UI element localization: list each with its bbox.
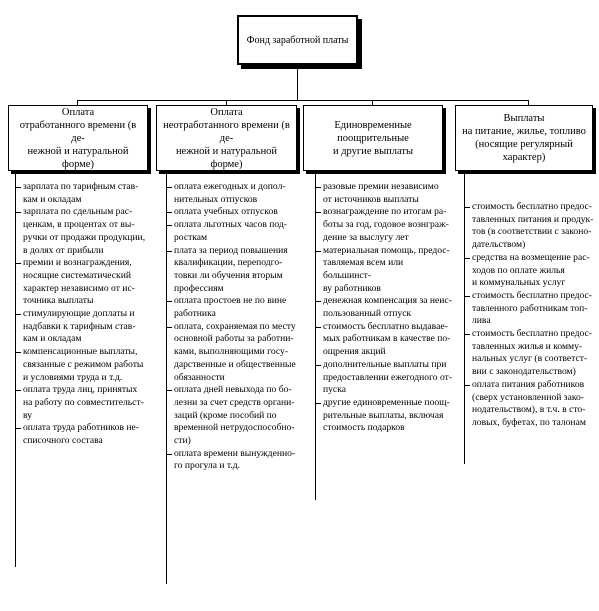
list-item: материальная помощь, предос- тавляемая всем или большинст- ву работников: [323, 245, 453, 296]
list-item: другие единовременные поощ- рительные выплаты, включая стоимость подарков: [323, 397, 453, 435]
list-item: премии и вознаграждения, носящие систематический характер независимо от ис- точника выплаты: [23, 257, 151, 308]
category-box-3: Единовременные поощрительные и другие выплаты: [303, 105, 443, 171]
list-item: оплата питания работников (сверх установленной зако- нодательством), в т.ч. в сто- ловых, буфетах, по талонам: [472, 379, 597, 430]
item-list-3: [323, 181, 453, 435]
list-item: стоимость бесплатно предос- тавленного работникам топ- лива: [472, 290, 597, 328]
category-box-1: Оплата отработанного времени (в де- нежной и натуральной форме): [8, 105, 148, 171]
list-item: оплата времени вынужденно- го прогула и т.д.: [174, 448, 302, 473]
category-box-2: Оплата неотработанного времени (в де- нежной и натуральной форме): [156, 105, 297, 171]
list-item: компенсационные выплаты, связанные с режимом работы и условиями труда и т.д.: [23, 346, 151, 384]
item-list-2: [174, 181, 302, 473]
list-item: стоимость бесплатно предос- тавленных питания и продук- тов (в соответствии с законо- дательством): [472, 201, 597, 252]
item-list-1: [23, 181, 151, 448]
list-spine-2: [166, 174, 167, 584]
list-item: оплата труда работников не- списочного состава: [23, 422, 151, 447]
list-item: вознаграждение по итогам ра- боты за год, годовое вознграж- дение за выслугу лет: [323, 206, 453, 244]
item-list-4: [472, 201, 597, 430]
list-spine-4: [464, 174, 465, 464]
list-item: разовые премии независимо от источников выплаты: [323, 181, 453, 206]
list-item: оплата труда лиц, принятых на работу по совместительст- ву: [23, 384, 151, 422]
list-item: стоимость бесплатно выдавае- мых работникам в качестве по- ощрения акций: [323, 321, 453, 359]
list-item: оплата учебных отпусков: [174, 206, 302, 219]
list-item: оплата простоев не по вине работника: [174, 295, 302, 320]
list-item: оплата ежегодных и допол- нительных отпусков: [174, 181, 302, 206]
category-box-4: Выплаты на питание, жилье, топливо (носящие регулярный характер): [455, 105, 593, 171]
list-item: средства на возмещение рас- ходов по оплате жилья и коммунальных услуг: [472, 252, 597, 290]
root-stem: [297, 66, 298, 100]
list-item: стоимость бесплатно предос- тавленных жилья и комму- нальных услуг (в соответст- вии с законодательством): [472, 328, 597, 379]
list-item: денежная компенсация за неис- пользованный отпуск: [323, 295, 452, 320]
list-item: зарплата по тарифным став- кам и окладам: [23, 181, 151, 206]
horizontal-bus: [77, 100, 528, 101]
list-spine-1: [15, 174, 16, 567]
list-item: оплата, сохраняемая по месту основной работы за работни- ками, выполняющими госу- дарственные и общественные обязанности: [174, 321, 302, 385]
list-item: плата за период повышения квалификации, переподго- товки ли обучения вторым профессиям: [174, 245, 302, 296]
list-spine-3: [315, 174, 316, 500]
list-item: оплата дней невыхода по бо- лезни за счет средств органи- заций (кроме пособий по временной нетрудоспособно- сти): [174, 384, 302, 448]
list-item: стимулирующие доплаты и надбавки к тарифным став- кам и окладам: [23, 308, 151, 346]
list-item: оплата льготных часов под- росткам: [174, 219, 302, 244]
root-node-fond-zarabotnoy-platy: Фонд заработной платы: [237, 15, 358, 65]
list-item: дополнительные выплаты при предоставлении ежегодного от- пуска: [323, 358, 453, 396]
list-item: зарплата по сдельным рас- ценкам, в процентах от вы- ручки от продажи продукции, в долях от прибыли: [23, 206, 151, 257]
